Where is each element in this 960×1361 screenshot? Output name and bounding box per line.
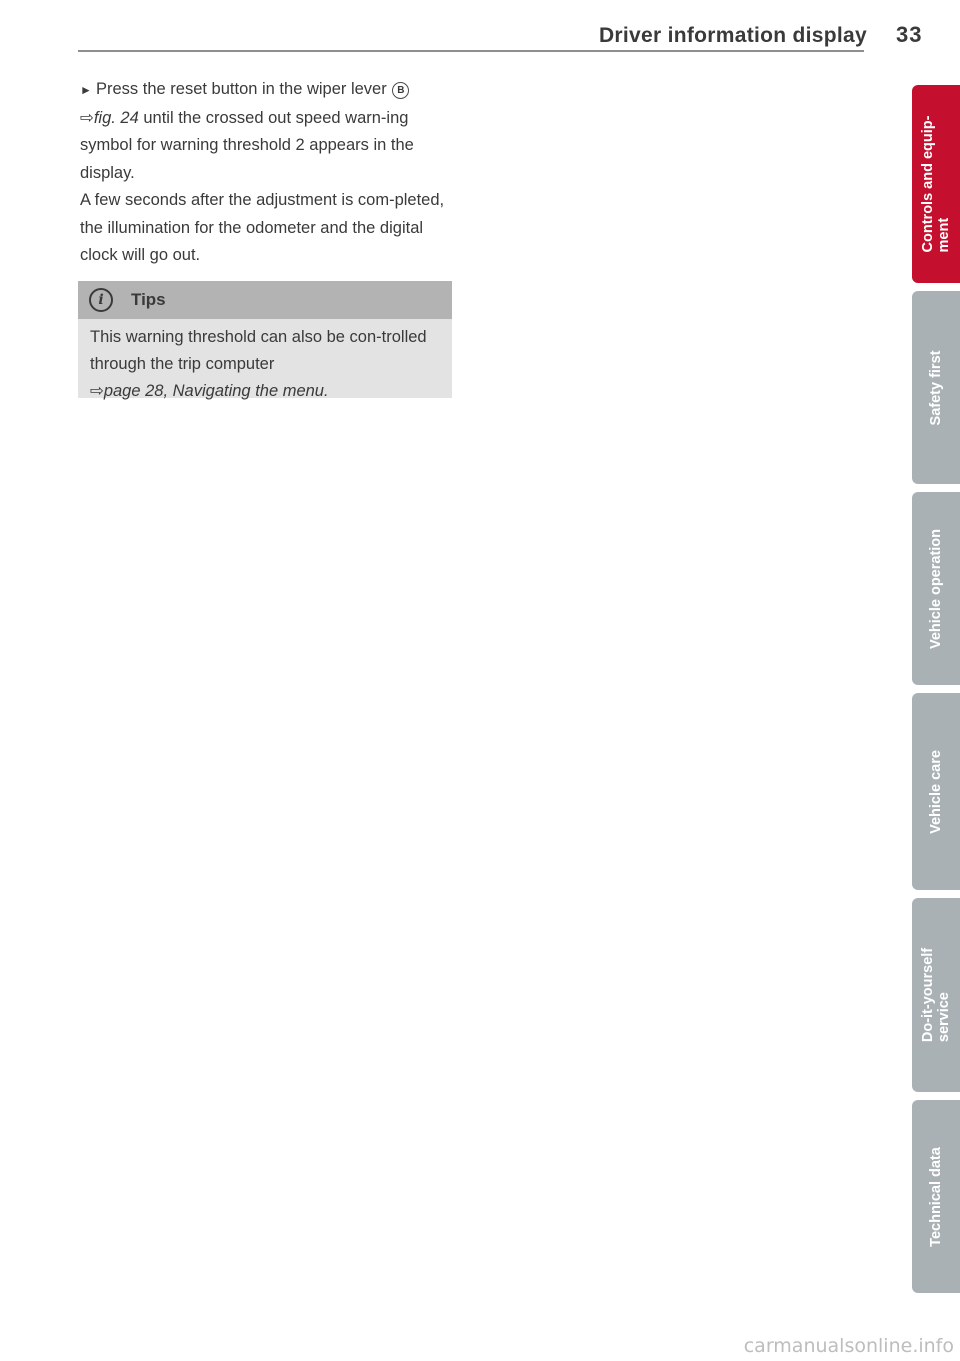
- info-icon: i: [89, 288, 113, 312]
- callout-b-badge: B: [392, 82, 409, 99]
- tab-technical-data[interactable]: [912, 1100, 960, 1293]
- tab-label: Do-it-yourself service: [920, 947, 952, 1043]
- section-title: Driver information display: [598, 24, 867, 47]
- ref-arrow-icon: ⇨: [80, 108, 94, 127]
- tab-vehicle-operation[interactable]: [912, 492, 960, 685]
- page-number: 33: [896, 22, 923, 47]
- tips-body: [78, 319, 452, 405]
- tab-label: Safety first: [928, 350, 944, 425]
- figure-reference-link[interactable]: fig. 24: [93, 108, 139, 127]
- tab-safety-first[interactable]: [912, 291, 960, 484]
- tips-title: Tips: [131, 290, 166, 309]
- tips-box: [78, 281, 452, 398]
- ref-arrow-icon: ⇨: [90, 382, 104, 400]
- tab-label: Vehicle operation: [928, 528, 944, 649]
- tips-text: This warning threshold can also be con-trolled through the trip computer: [90, 328, 427, 373]
- tab-controls-and-equipment[interactable]: [912, 85, 960, 283]
- header-rule: [78, 50, 864, 52]
- tips-header: [78, 281, 452, 319]
- instruction-text-rest: until the crossed out speed warn-ing symbol for warning threshold 2 appears in the display.: [80, 108, 414, 182]
- watermark: carmanualsonline.info: [743, 1335, 954, 1357]
- tab-label: Technical data: [928, 1146, 944, 1247]
- instruction-paragraph: [80, 76, 456, 187]
- instruction-text-start: Press the reset button in the wiper lever: [96, 80, 392, 98]
- tab-label: Vehicle care: [928, 749, 944, 834]
- page-reference-link[interactable]: page 28, Navigating the menu.: [103, 382, 329, 400]
- tab-vehicle-care[interactable]: [912, 693, 960, 890]
- tab-do-it-yourself-service[interactable]: [912, 898, 960, 1092]
- bullet-triangle-icon: ►: [80, 83, 92, 97]
- result-paragraph: A few seconds after the adjustment is com-pleted, the illumination for the odometer and the digital clock will go out.: [80, 191, 445, 264]
- tab-label: Controls and equip- ment: [920, 115, 952, 253]
